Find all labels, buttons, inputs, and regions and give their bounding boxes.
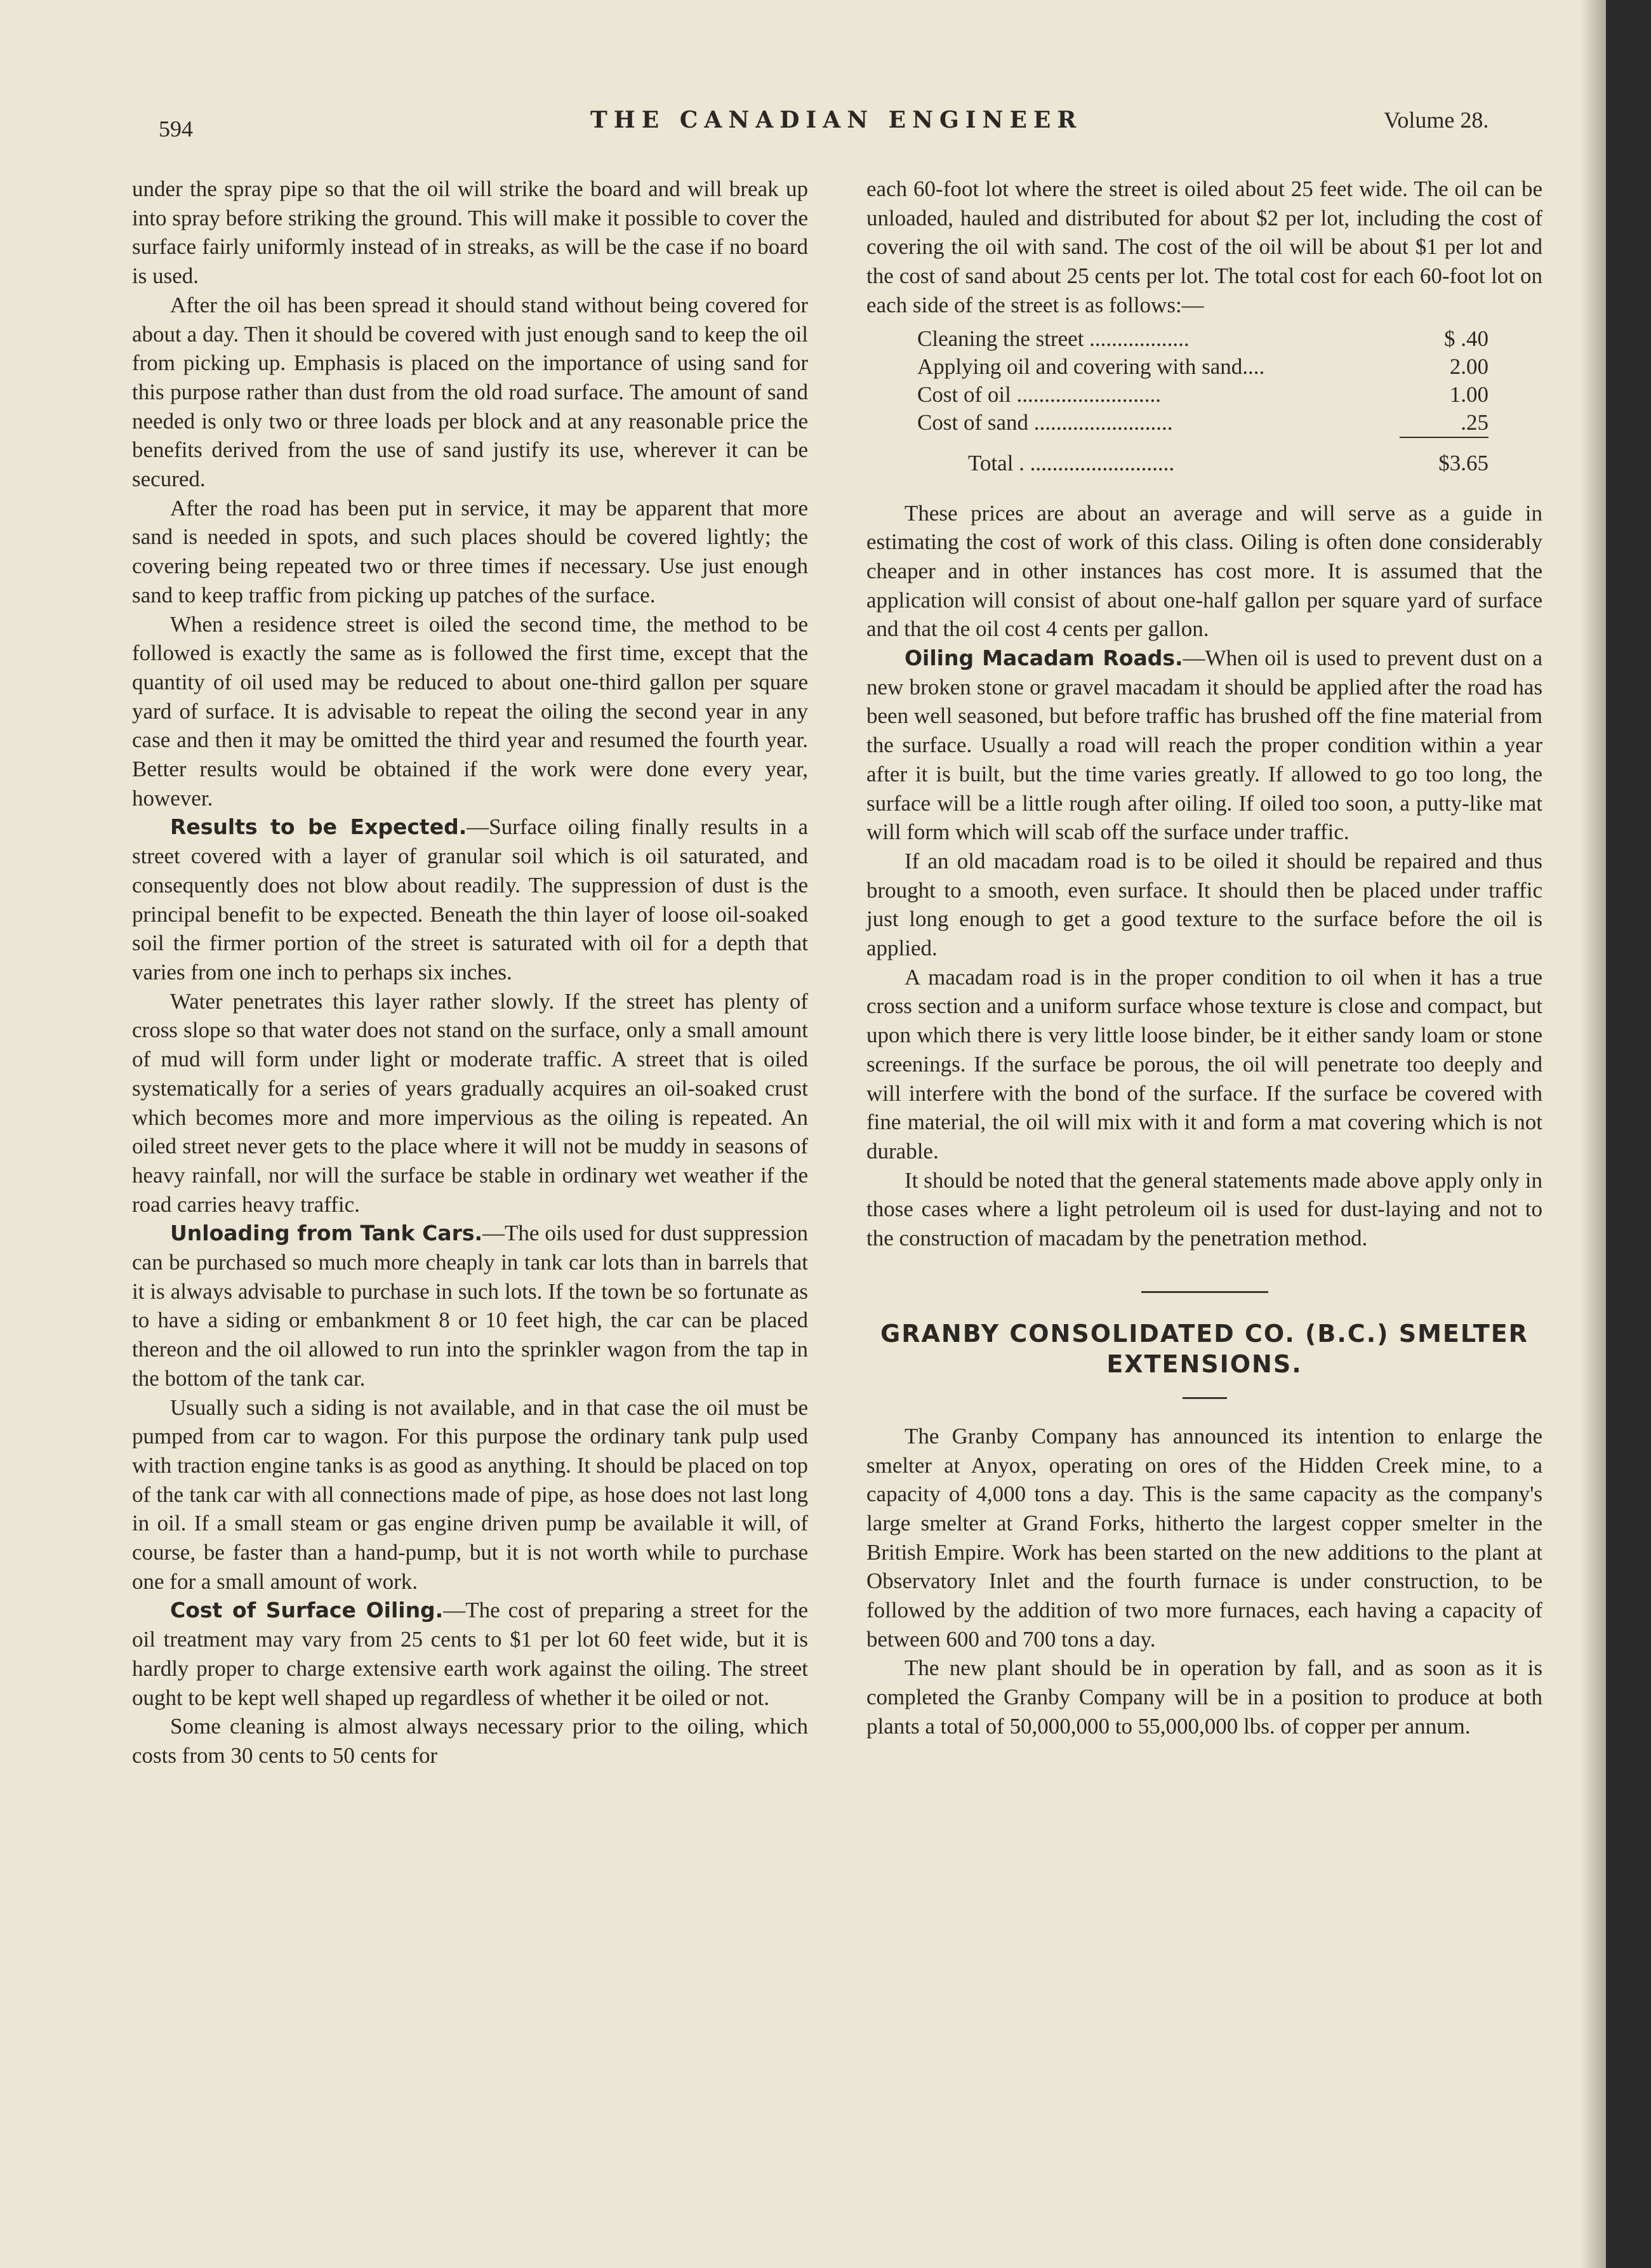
section-divider xyxy=(1141,1291,1268,1293)
paragraph: If an old macadam road is to be oiled it should be repaired and thus brought to a smooth, even surface. It should then be placed under traffic just long enough to get a good texture to the surface before the oil is applied. xyxy=(866,848,1542,961)
paragraph: These prices are about an average and will serve as a guide in estimating the cost of work of this class. Oiling is often done considerably cheaper and in other instances has cost more. It is assumed that the application will consist of about one-half gallon per square yard of surface and that the oil cost 4 cents per gallon. xyxy=(866,500,1542,642)
total-amount: $3.65 xyxy=(1438,450,1489,475)
run-in-heading-macadam: Oiling Macadam Roads. xyxy=(905,646,1183,671)
page-number: 594 xyxy=(159,116,193,142)
paragraph: each 60-foot lot where the street is oiled about 25 feet wide. The oil can be unloaded, hauled and distributed for about $2 per lot, including the cost of covering the oil with sand. The cost of the oil will be about $1 per lot and the cost of sand about 25 cents per lot. The total cost for each 60-foot lot on each side of the street is as follows:— xyxy=(866,176,1542,317)
paragraph: The new plant should be in operation by fall, and as soon as it is completed the Granby Company will be in a position to produce at both plants a total of 50,000,000 to 55,000,000 lbs. of copper per annum. xyxy=(866,1655,1542,1739)
article-title-line: EXTENSIONS. xyxy=(1106,1350,1303,1378)
paragraph xyxy=(132,1596,808,1712)
article-title-line: GRANBY CONSOLIDATED CO. (B.C.) SMELTER xyxy=(880,1319,1528,1348)
paragraph xyxy=(132,1219,808,1393)
paragraph-text: —The cost of preparing a street for the oil treatment may vary from 25 cents to $1 per lot 60 feet wide, but it is hardly proper to charge extensive earth work against the oiling. The street ought to be kept well shaped up regardless of whether it be oiled or not. xyxy=(132,1598,808,1710)
paragraph: After the road has been put in service, it may be apparent that more sand is needed in spots, and such places should be covered lightly; the covering being repeated two or three times if necessary. Use just enough sand to keep traffic from picking up patches of the surface. xyxy=(132,495,808,607)
paragraph: When a residence street is oiled the second time, the method to be followed is exactly the same as is followed the first time, except that the quantity of oil used may be reduced to about one-third gallon per square yard of surface. It is advisable to repeat the oiling the second year in any case and then it may be omitted the third year and resumed the fourth year. Better results would be obtained if the work were done every year, however. xyxy=(132,611,808,811)
cost-amount: 2.00 xyxy=(1449,354,1489,379)
run-in-heading-results: Results to be Expected. xyxy=(170,814,467,840)
paragraph: Water penetrates this layer rather slowly. If the street has plenty of cross slope so that water does not stand on the surface, only a small amount of mud will form under light or moderate traffic. A street that is oiled systematically for a series of years gradually acquires an oil-soaked crust which becomes more and more impervious as the oiling is repeated. An oiled street never gets to the place where it will not be muddy in seasons of heavy rainfall, nor will the surface be stable in ordinary wet weather if the road carries heavy traffic. xyxy=(132,988,808,1217)
cost-table xyxy=(917,325,1489,477)
paragraph xyxy=(866,644,1542,847)
paragraph: It should be noted that the general statements made above apply only in those cases where a light petroleum oil is used for dust-laying and not to the construction of macadam by the penetration method. xyxy=(866,1167,1542,1251)
paragraph-text: —Surface oiling finally results in a street covered with a layer of granular soil which is oil saturated, and consequently does not blow about readily. The suppression of dust is the principal benefit to be expected. Beneath the thin layer of loose oil-soaked soil the firmer portion of the street is saturated with oil for a depth that varies from one inch to perhaps six inches. xyxy=(132,814,808,985)
paragraph: After the oil has been spread it should stand without being covered for about a day. Then it should be covered with just enough sand to keep the oil from picking up. Emphasis is placed on the importance of using sand for this purpose rather than dust from the old road surface. The amount of sand needed is only two or three loads per block and at any reasonable price the benefits derived from the use of sand justify its use, wherever it can be secured. xyxy=(132,292,808,492)
scan-background xyxy=(1606,0,1651,2268)
total-label: Total . .......................... xyxy=(968,450,1175,475)
paragraph: Usually such a siding is not available, and in that case the oil must be pumped from car to wagon. For this purpose the ordinary tank pulp used with traction engine tanks is as good as anything. It should be placed on top of the tank car with all connections made of pipe, as hose does not last long in oil. If a small steam or gas engine driven pump be available it will, of course, be faster than a hand-pump, but it is not worth while to purchase one for a small amount of work. xyxy=(132,1395,808,1594)
cost-amount: 1.00 xyxy=(1449,381,1489,407)
paragraph xyxy=(132,812,808,986)
paragraph: under the spray pipe so that the oil will strike the board and will break up into spray before striking the ground. This will make it possible to cover the surface fairly uniformly instead of in streaks, as will be the case if no board is used. xyxy=(132,176,808,289)
cost-amount: .25 xyxy=(1461,409,1489,435)
cost-label: Cleaning the street .................. xyxy=(917,326,1190,351)
cost-row xyxy=(917,409,1489,437)
paragraph: A macadam road is in the proper condition to oil when it has a true cross section and a uniform surface whose texture is close and compact, but upon which there is very little loose binder, be it either sandy loam or stone screenings. If the surface be porous, the oil will penetrate too deeply and will interfere with the bond of the surface. If the surface be covered with fine material, the oil will mix with it and form a mat covering which is not durable. xyxy=(866,964,1542,1164)
paragraph: Some cleaning is almost always necessary prior to the oiling, which costs from 30 cents to 50 cents for xyxy=(132,1714,808,1768)
cost-label: Cost of sand ......................... xyxy=(917,410,1173,435)
paragraph-text: —When oil is used to prevent dust on a new broken stone or gravel macadam it should be applied after the road has been well seasoned, but before traffic has brushed off the fine material from the surface. Usually a road will reach the proper condition within a year after it is built, but the time varies greatly. If allowed to go too long, the surface will be a little rough after oiling. If oiled too soon, a putty-like mat will form which will scab off the surface under traffic. xyxy=(866,646,1542,845)
journal-title: THE CANADIAN ENGINEER xyxy=(590,107,1083,133)
run-in-heading-cost: Cost of Surface Oiling. xyxy=(170,1598,444,1623)
right-column xyxy=(866,175,1542,1741)
article-title xyxy=(866,1318,1542,1379)
cost-row xyxy=(917,325,1489,353)
cost-label: Cost of oil .......................... xyxy=(917,381,1162,407)
total-row xyxy=(917,438,1489,477)
cost-amount: $ .40 xyxy=(1444,326,1489,351)
volume-label: Volume 28. xyxy=(1384,107,1489,133)
cost-label: Applying oil and covering with sand.... xyxy=(917,354,1265,379)
cost-row xyxy=(917,353,1489,381)
cost-row xyxy=(917,381,1489,409)
paragraph: The Granby Company has announced its intention to enlarge the smelter at Anyox, operating on ores of the Hidden Creek mine, to a capacity of 4,000 tons a day. This is the same capacity as the company's large smelter at Grand Forks, hitherto the largest copper smelter in the British Empire. Work has been started on the new additions to the plant at Observatory Inlet and the fourth furnace is under construction, to be followed by the addition of two more furnaces, each having a capacity of between 600 and 700 tons a day. xyxy=(866,1423,1542,1652)
page-edge-shadow xyxy=(1581,0,1606,2268)
left-column xyxy=(132,175,808,1770)
page-header xyxy=(0,89,1606,140)
paragraph-text: —The oils used for dust suppression can be purchased so much more cheaply in tank car lots than in barrels that it is always advisable to purchase in such lots. If the town be so fortunate as to have a siding or embankment 8 or 10 feet high, the car can be placed thereon and the oil allowed to run into the sprinkler wagon from the tap in the bottom of the tank car. xyxy=(132,1221,808,1391)
title-rule xyxy=(1183,1397,1227,1399)
run-in-heading-unloading: Unloading from Tank Cars. xyxy=(170,1221,483,1246)
